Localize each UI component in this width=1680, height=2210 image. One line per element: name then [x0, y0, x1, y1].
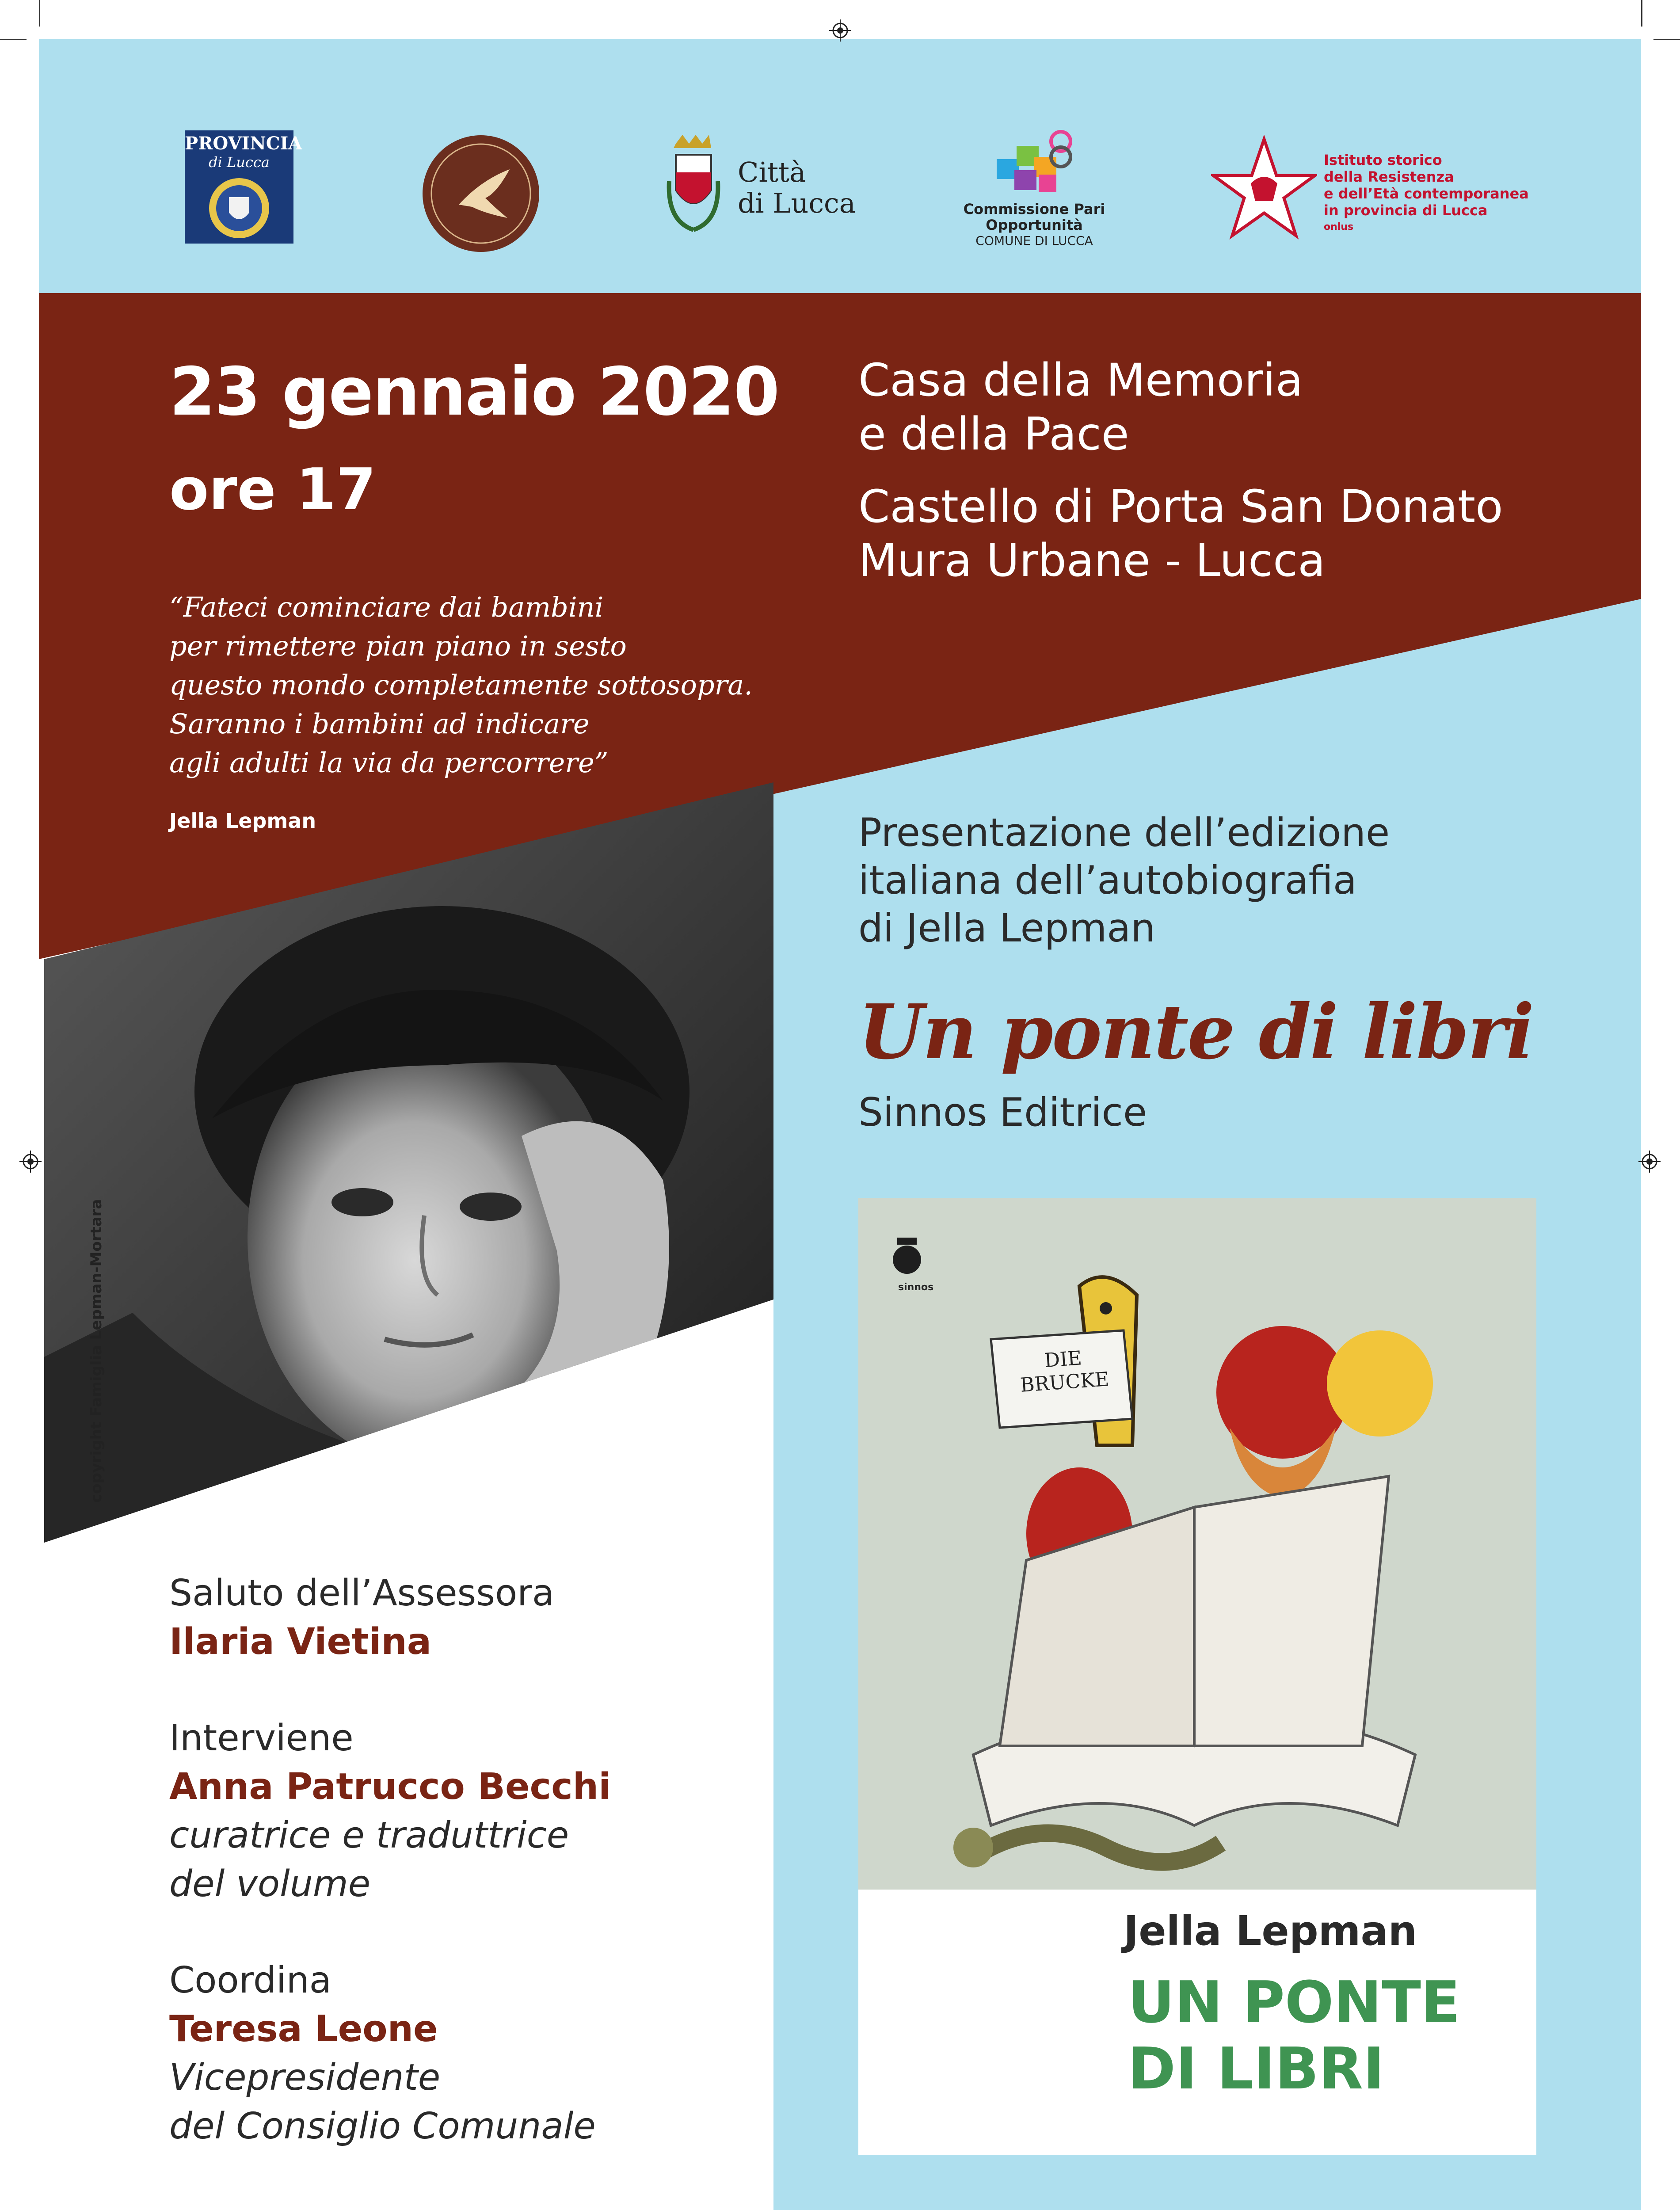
speaker-role: curatrice e traduttrice — [169, 1814, 569, 1856]
speaker-role: del volume — [169, 1863, 371, 1905]
cover-author: Jella Lepman — [1124, 1907, 1417, 1955]
quote-author: Jella Lepman — [169, 809, 316, 833]
crop-mark — [39, 0, 40, 27]
citta-di-lucca-text: Città di Lucca — [738, 156, 856, 219]
event-venue — [858, 354, 1610, 588]
presentation-line: Presentazione dell’edizione — [858, 810, 1390, 855]
registration-mark-icon — [1638, 1151, 1661, 1173]
strade-della-pace-logo — [419, 132, 543, 255]
quote-block — [169, 588, 832, 782]
registration-mark-icon — [19, 1151, 42, 1173]
event-date: 23 gennaio 2020 — [169, 354, 779, 431]
crop-mark — [1653, 39, 1680, 40]
istituto-storico-logo — [1211, 135, 1529, 245]
provincia-di-lucca-logo: PROVINCIA di Lucca — [185, 130, 293, 244]
cover-publisher-mark: sinnos — [898, 1282, 934, 1293]
speaker-label: Interviene — [169, 1717, 354, 1759]
cubes-icon — [990, 128, 1078, 203]
program — [169, 1569, 788, 2151]
quote-line: agli adulti la via da percorrere” — [169, 747, 609, 779]
quote-line: questo mondo completamente sottosopra. — [169, 669, 753, 701]
publisher: Sinnos Editrice — [858, 1090, 1147, 1135]
city-shield-icon — [656, 133, 731, 243]
coordinator-role: Vicepresidente — [169, 2057, 441, 2099]
photo-credit: copyright Famiglia Lepman-Mortara — [88, 1199, 105, 1503]
coordinator-label: Coordina — [169, 1959, 331, 2001]
greeting-name: Ilaria Vietina — [169, 1621, 432, 1663]
quote-line: per rimettere pian piano in sesto — [169, 630, 627, 662]
jella-lepman-portrait — [44, 782, 778, 1543]
crop-mark — [1641, 0, 1642, 27]
event-time: ore 17 — [169, 456, 376, 523]
istituto-text: Istituto storico della Resistenza e dell’Età contemporanea in provincia di Lucca onlus — [1324, 152, 1529, 232]
presentation-line: italiana dell’autobiografia — [858, 857, 1357, 903]
quote-line: “Fateci cominciare dai bambini — [169, 591, 604, 623]
commissione-pari-opportunita-logo — [950, 128, 1118, 252]
presentation-text — [858, 809, 1610, 952]
coordinator-role: del Consiglio Comunale — [169, 2105, 596, 2147]
cover-title: UN PONTE DI LIBRI — [1128, 1969, 1460, 2102]
star-icon — [1211, 135, 1317, 241]
greeting-label: Saluto dell’Assessora — [169, 1572, 555, 1614]
presentation-line: di Jella Lepman — [858, 905, 1156, 951]
coordinator-name: Teresa Leone — [169, 2008, 438, 2050]
dove-icon — [419, 132, 543, 255]
book-cover — [858, 1198, 1536, 2155]
quote-line: Saranno i bambini ad indicare — [169, 708, 590, 740]
cover-sign-text: DIE BRUCKE — [1019, 1347, 1110, 1397]
commissione-text: Commissione Pari Opportunità COMUNE DI LUCCA — [963, 201, 1105, 248]
citta-di-lucca-logo — [656, 133, 886, 243]
coat-of-arms-icon — [185, 171, 293, 246]
venue-line: Castello di Porta San Donato — [858, 480, 1503, 533]
venue-line: Casa della Memoria — [858, 354, 1303, 407]
crop-mark — [0, 39, 27, 40]
cover-illustration — [858, 1198, 1536, 1890]
venue-line: e della Pace — [858, 408, 1129, 461]
registration-mark-icon — [829, 19, 851, 42]
speaker-name: Anna Patrucco Becchi — [169, 1766, 611, 1808]
book-title: Un ponte di libri — [858, 988, 1533, 1076]
venue-line: Mura Urbane - Lucca — [858, 534, 1326, 587]
